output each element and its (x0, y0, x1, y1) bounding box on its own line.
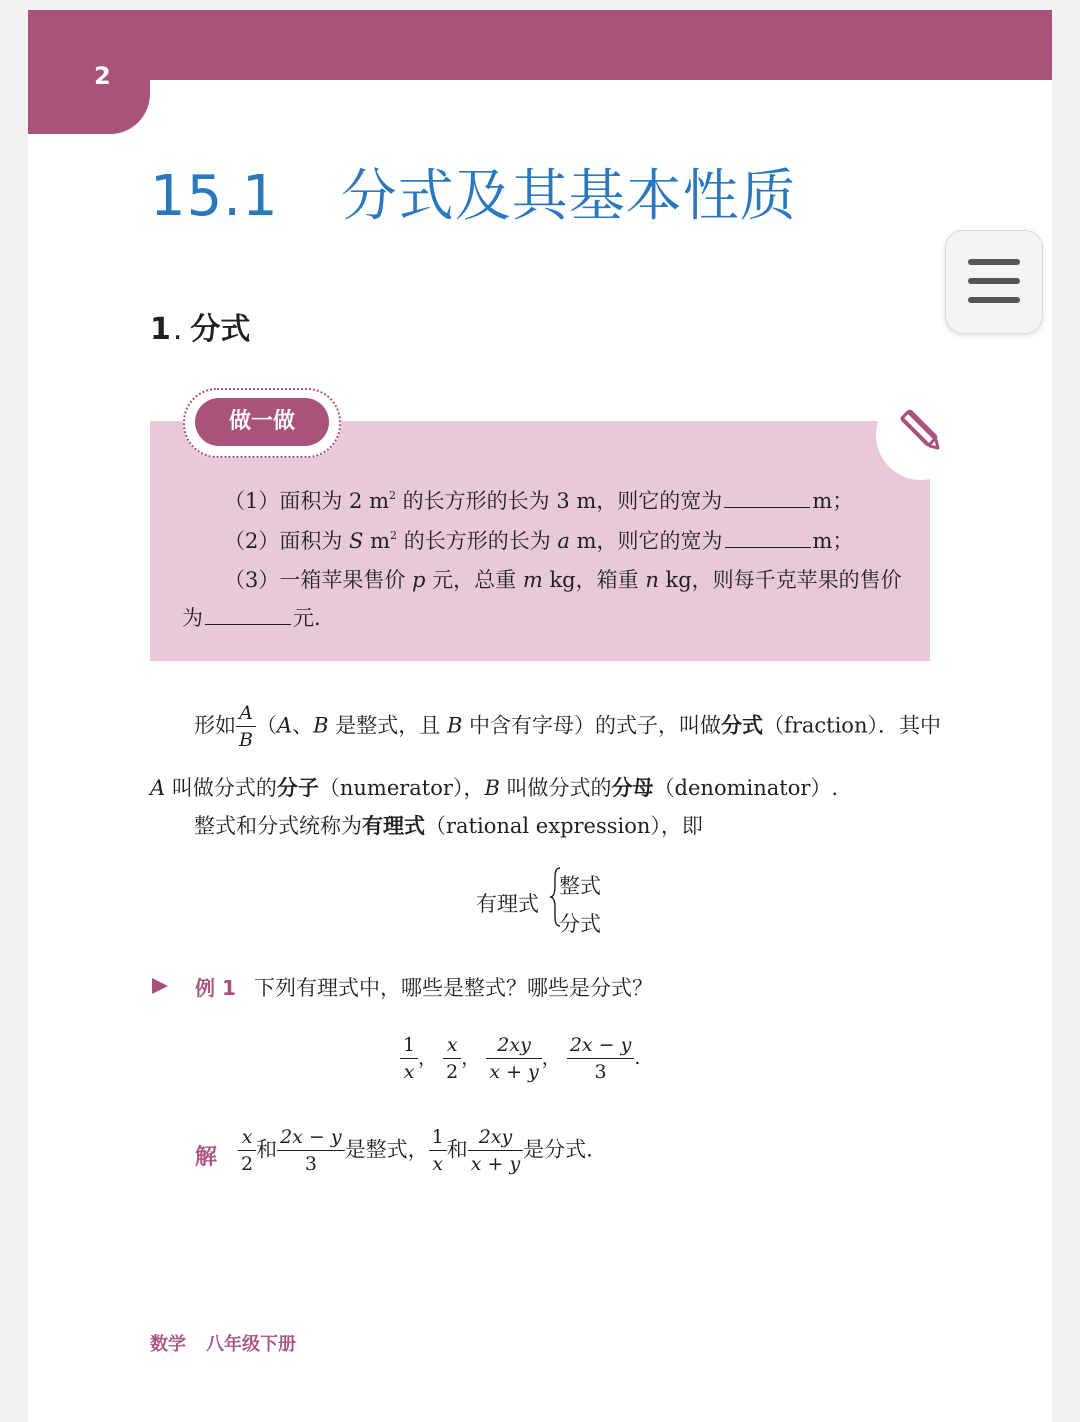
q3-text-d: kg，则每千克苹果的售价 (658, 568, 902, 592)
example-expressions (400, 1036, 640, 1082)
q2-text-c: 的长方形的长为 (397, 529, 558, 553)
q3-blank (205, 604, 291, 625)
expr-separator: ， (541, 1047, 561, 1069)
expr-denominator: x (432, 1153, 444, 1175)
sol-expr-1-over-x (429, 1128, 447, 1174)
q2-text-d: m，则它的宽为 (569, 529, 723, 553)
def-text: （fraction）．其中 (763, 713, 941, 738)
def-text: 叫做分式的 (165, 776, 277, 800)
q2-blank (725, 527, 811, 548)
subsection-dot: . (172, 312, 183, 347)
definition-line-1 (194, 704, 941, 750)
q3-var-m: m (522, 568, 543, 592)
expr-end: . (634, 1047, 641, 1069)
sol-text: 是整式， (344, 1137, 429, 1162)
term-rational: 有理式 (362, 813, 425, 838)
example-question: 下列有理式中，哪些是整式？哪些是分式？ (254, 976, 653, 1000)
sol-and: 和 (446, 1137, 468, 1162)
solution-label: 解 (195, 1145, 218, 1170)
def-text: 是整式，且 (328, 713, 447, 738)
q3-text-c: kg，箱重 (542, 568, 646, 592)
footer-grade: 八年级下册 (206, 1334, 296, 1355)
q2-var-s: S (349, 529, 364, 553)
expr-numerator: 2xy (486, 1036, 541, 1059)
expr-numerator: 2x − y (277, 1128, 345, 1151)
var-a: A (276, 713, 293, 738)
classification-child-fraction: 分式 (559, 912, 601, 936)
textbook-page (28, 10, 1052, 1422)
section-number: 15.1 (150, 164, 279, 229)
sol-expr-2x-minus-y-over-3 (277, 1128, 345, 1174)
activity-question-1 (224, 485, 853, 515)
activity-question-3 (224, 564, 902, 594)
fraction-a-over-b (236, 704, 256, 750)
expr-denominator: 3 (594, 1061, 607, 1083)
menu-icon (968, 278, 1020, 284)
q2-text-a: （2）面积为 (224, 529, 350, 553)
expr-numerator: 2xy (468, 1128, 523, 1151)
expr-denominator: x + y (489, 1061, 539, 1083)
def-text: 形如 (194, 713, 236, 738)
q3-text-a: （3）一箱苹果售价 (224, 568, 413, 592)
section-title-text: 分式及其基本性质 (340, 164, 797, 229)
sol-expr-2xy-over-x-plus-y (468, 1128, 523, 1174)
q3-cont-a: 为 (182, 606, 203, 630)
expr-denominator: x (403, 1061, 415, 1083)
expr-separator: ， (461, 1047, 481, 1069)
expr-numerator: 1 (400, 1036, 418, 1059)
subsection-heading (150, 304, 250, 348)
expr-denominator: 2 (446, 1061, 459, 1083)
triangle-right-icon (152, 978, 168, 994)
activity-badge: 做一做 (195, 398, 329, 446)
q2-sup: 2 (390, 529, 398, 542)
pencil-ruler-icon (896, 406, 942, 452)
def-text: 、 (292, 713, 314, 738)
var-b: B (313, 713, 329, 738)
def-text: 整式和分式统称为 (194, 814, 362, 838)
q1-unit: m； (812, 489, 854, 513)
classification-child-integral: 整式 (559, 874, 601, 898)
expr-numerator: 2x − y (567, 1036, 635, 1059)
def-text: 叫做分式的 (499, 776, 612, 800)
var-a: A (150, 776, 166, 800)
def-text: （numerator）， (318, 776, 485, 800)
def-text: 中含有字母）的式子，叫做 (462, 713, 722, 738)
expr-numerator: x (238, 1128, 256, 1151)
expr-separator: ， (418, 1047, 438, 1069)
subsection-number: 1 (150, 312, 171, 347)
subsection-title: 分式 (190, 312, 251, 347)
activity-question-3-cont (182, 602, 321, 632)
term-numerator: 分子 (276, 775, 319, 800)
menu-icon (968, 297, 1020, 303)
q3-var-p: p (412, 568, 426, 592)
example-label: 例 1 (195, 976, 236, 1000)
q2-unit: m； (812, 529, 854, 553)
expr-denominator: x + y (470, 1153, 521, 1175)
fraction-denominator: B (239, 729, 253, 751)
sol-expr-x-over-2 (238, 1128, 256, 1174)
definition-line-2 (150, 772, 838, 802)
sol-text: 是分式. (523, 1137, 593, 1162)
expr-numerator: 1 (429, 1128, 447, 1151)
footer-subject: 数学 (150, 1334, 186, 1355)
q3-var-n: n (645, 568, 659, 592)
expr-2xy-over-x-plus-y (486, 1036, 541, 1082)
header-bar (28, 10, 1052, 80)
menu-icon (968, 259, 1020, 265)
q1-text-b: 的长方形的长为 3 m，则它的宽为 (396, 489, 723, 513)
expr-x-over-2 (443, 1036, 461, 1082)
q1-blank (724, 487, 810, 508)
q1-text-a: （1）面积为 2 m (224, 489, 389, 513)
fraction-numerator: A (236, 704, 256, 727)
q2-var-a: a (557, 529, 570, 553)
def-text: （rational expression），即 (425, 814, 703, 838)
page-number-tab (28, 10, 150, 134)
expr-numerator: x (443, 1036, 461, 1059)
var-b: B (484, 776, 500, 800)
page-footer (150, 1330, 296, 1356)
q3-text-b: 元，总重 (425, 568, 523, 592)
section-title (150, 152, 797, 232)
q2-text-b: m (363, 529, 391, 553)
solution-text (238, 1128, 593, 1174)
expr-denominator: 2 (241, 1153, 254, 1175)
menu-button[interactable] (945, 230, 1043, 334)
def-text: （ (255, 713, 277, 738)
term-denominator: 分母 (611, 775, 654, 800)
page-number: 2 (94, 62, 111, 90)
expr-2x-minus-y-over-3 (567, 1036, 635, 1082)
q3-cont-unit: 元. (293, 606, 321, 630)
def-text: （denominator）. (653, 776, 839, 800)
definition-line-3 (194, 810, 703, 840)
expr-denominator: 3 (304, 1153, 317, 1175)
expr-1-over-x (400, 1036, 418, 1082)
classification-parent: 有理式 (476, 892, 539, 916)
term-fraction: 分式 (721, 712, 764, 738)
activity-question-2 (224, 525, 853, 555)
sol-and: 和 (256, 1137, 278, 1162)
var-b: B (446, 713, 463, 738)
q1-sup: 2 (389, 489, 396, 502)
